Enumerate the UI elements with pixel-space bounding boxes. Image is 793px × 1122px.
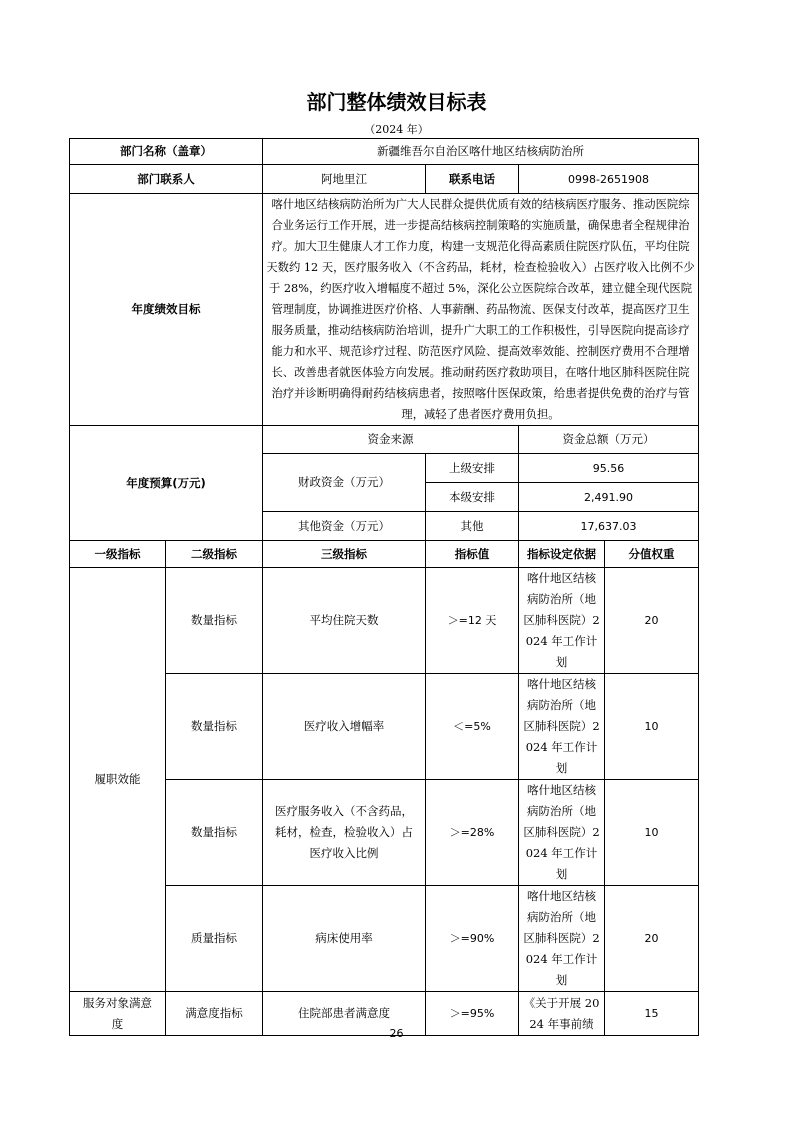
value-cell: ＞=28% [426,780,519,886]
dept-name-label: 部门名称（盖章） [70,139,263,165]
table-row [70,568,699,674]
other-label: 其他资金（万元） [263,512,426,541]
performance-table [69,138,699,1036]
header-level2: 二级指标 [166,541,263,568]
basis-cell: 喀什地区结核病防治所（地区肺科医院）2024 年工作计划 [519,780,605,886]
level3-cell: 医疗收入增幅率 [263,674,426,780]
phone-label: 联系电话 [426,165,519,194]
total-header: 资金总额（万元） [519,426,699,454]
page-title: 部门整体绩效目标表 [306,90,487,114]
basis-cell: 喀什地区结核病防治所（地区肺科医院）2024 年工作计划 [519,886,605,992]
goal-label: 年度绩效目标 [70,194,263,426]
header-weight: 分值权重 [605,541,699,568]
weight-cell: 10 [605,674,699,780]
year-label: （2024 年） [364,123,429,136]
header-basis: 指标设定依据 [519,541,605,568]
header-level3: 三级指标 [263,541,426,568]
weight-cell: 15 [605,992,699,1036]
dept-name-value: 新疆维吾尔自治区喀什地区结核病防治所 [263,139,699,165]
goal-text: 喀什地区结核病防治所为广大人民群众提供优质有效的结核病医疗服务、推动医院综合业务运行工作开展，进一步提高结核病控制策略的实施质量，确保患者全程规律治疗。加大卫生健康人才工作力度，构建一支规范化得高素质住院医疗队伍，平均住院天数约 12 天，医疗服务收入（不含药品，耗材，检查检验收入）占医疗收入比例不少于 28%，约医疗收入增幅度不超过 5%，深化公立医院综合改革，建立健全现代医院管理制度，协调推进医疗价格、人事薪酬、药品物流、医保支付改革，提高医疗卫生服务质量，推动结核病防治培训，提升广大职工的工作积极性，引导医院向提高诊疗能力和水平、规范诊疗过程、防范医疗风险、提高效率效能、控制医疗费用不合理增长、改善患者就医体验方向发展。推动耐药医疗救助项目，在喀什地区肺科医院住院治疗并诊断明确得耐药结核病患者，按照喀什医保政策，给患者提供免费的治疗与管理，减轻了患者医疗费用负担。 [263,194,699,426]
phone-value: 0998-2651908 [519,165,699,194]
upper-value: 95.56 [519,454,699,483]
basis-cell: 喀什地区结核病防治所（地区肺科医院）2024 年工作计划 [519,568,605,674]
value-cell: ＞=12 天 [426,568,519,674]
weight-cell: 20 [605,568,699,674]
level3-cell: 平均住院天数 [263,568,426,674]
header-level1: 一级指标 [70,541,166,568]
other-value: 17,637.03 [519,512,699,541]
basis-cell: 《关于开展 2024 年事前绩 [519,992,605,1036]
value-cell: ＞=95% [426,992,519,1036]
value-cell: ＞=90% [426,886,519,992]
contact-value: 阿地里江 [263,165,426,194]
value-cell: ＜=5% [426,674,519,780]
upper-label: 上级安排 [426,454,519,483]
level1-cell: 履职效能 [70,568,166,992]
level2-cell: 满意度指标 [166,992,263,1036]
source-header: 资金来源 [263,426,519,454]
header-value: 指标值 [426,541,519,568]
level2-cell: 数量指标 [166,780,263,886]
contact-label: 部门联系人 [70,165,263,194]
weight-cell: 10 [605,780,699,886]
local-label: 本级安排 [426,483,519,512]
level3-cell: 医疗服务收入（不含药品，耗材，检查，检验收入）占医疗收入比例 [263,780,426,886]
fiscal-label: 财政资金（万元） [263,454,426,512]
level2-cell: 数量指标 [166,568,263,674]
budget-label: 年度预算(万元) [70,426,263,541]
level3-cell: 住院部患者满意度 [263,992,426,1036]
local-value: 2,491.90 [519,483,699,512]
basis-cell: 喀什地区结核病防治所（地区肺科医院）2024 年工作计划 [519,674,605,780]
weight-cell: 20 [605,886,699,992]
page-number: 26 [389,1027,404,1040]
level2-cell: 质量指标 [166,886,263,992]
level2-cell: 数量指标 [166,674,263,780]
level1-cell: 服务对象满意度 [70,992,166,1036]
other-sub: 其他 [426,512,519,541]
level3-cell: 病床使用率 [263,886,426,992]
